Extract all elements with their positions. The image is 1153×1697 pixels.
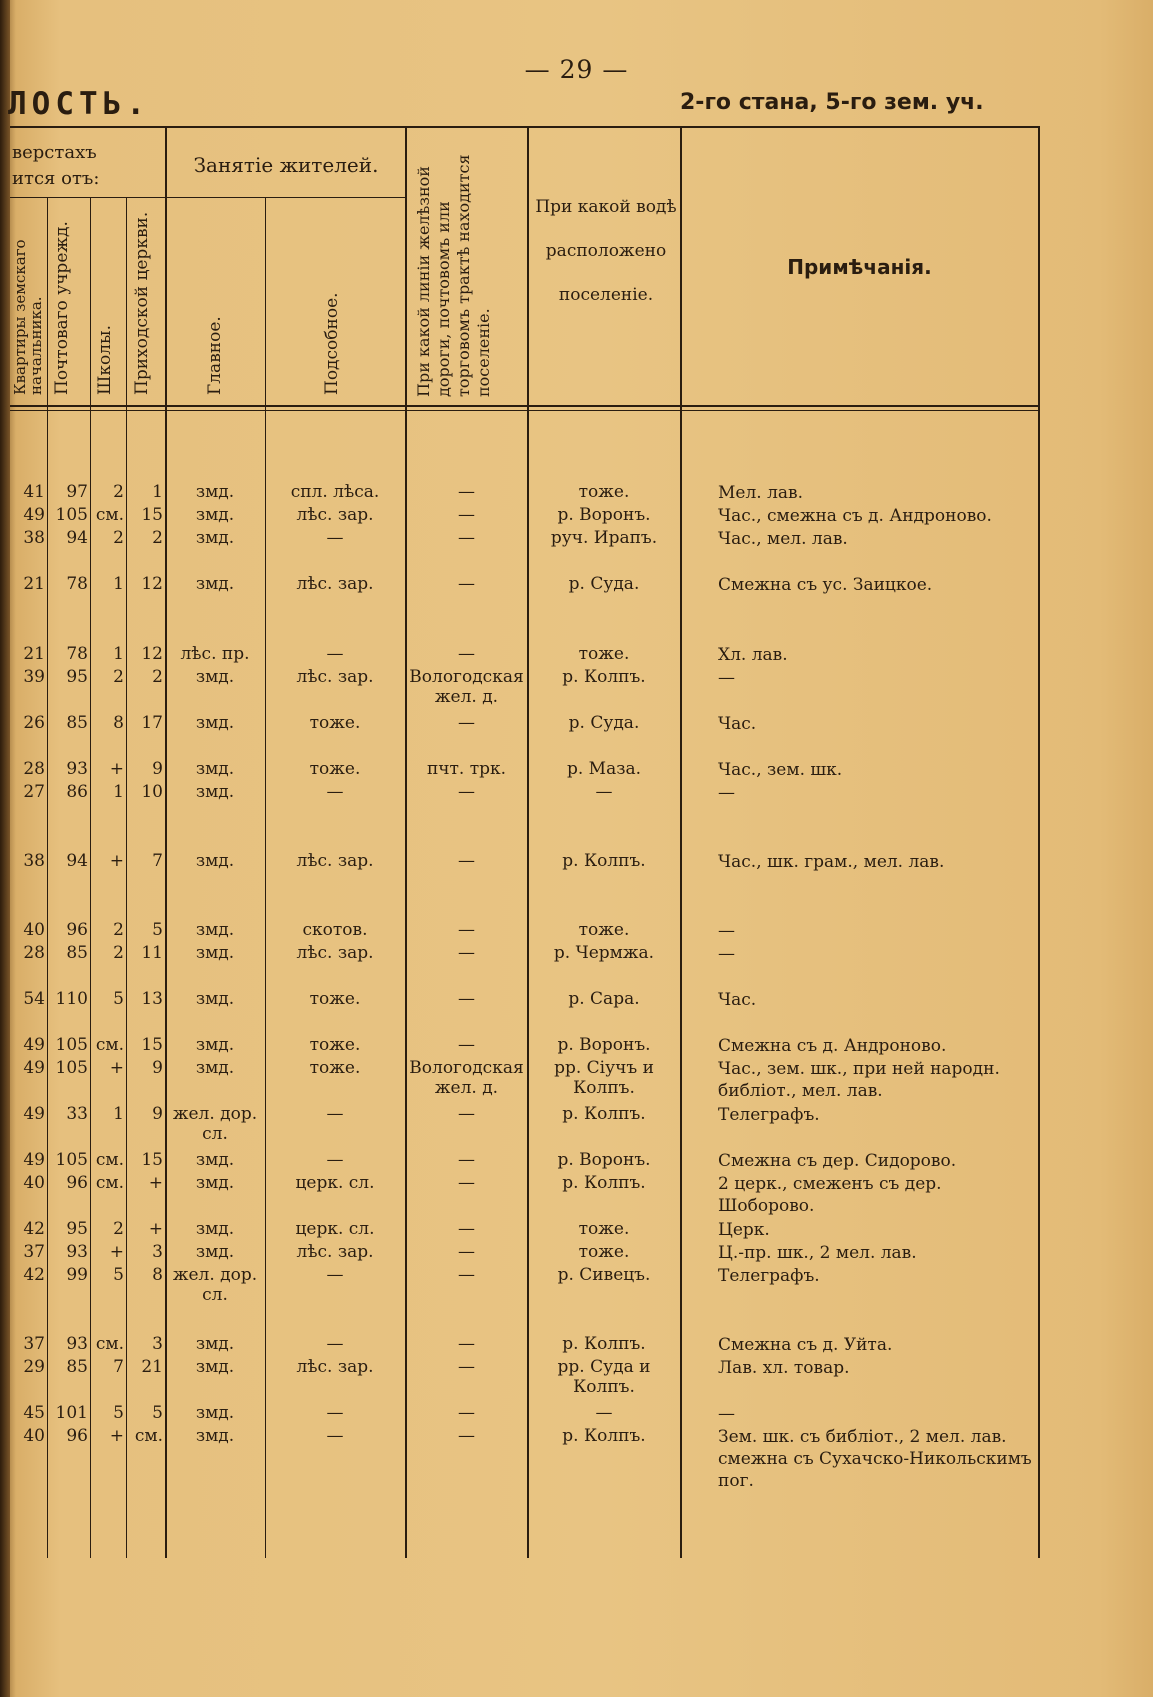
railway-route-cell: — xyxy=(458,528,475,548)
church-distance-cell: 3 xyxy=(152,1242,163,1262)
aux-occupation-cell: тоже. xyxy=(309,713,361,733)
water-body-cell: р. Сара. xyxy=(568,989,640,1009)
railway-route-cell: — xyxy=(458,1104,475,1124)
zemsky-distance-cell: 28 xyxy=(23,943,45,963)
notes-cell: — xyxy=(718,921,735,941)
zemsky-distance-cell: 21 xyxy=(23,644,45,664)
railway-route-cell: — xyxy=(458,1403,475,1423)
railway-route-cell: — xyxy=(458,851,475,871)
main-occupation-cell: змд. xyxy=(195,1242,235,1262)
zemsky-distance-cell: 49 xyxy=(23,1150,45,1170)
notes-cell: Хл. лав. xyxy=(718,645,788,665)
school-distance-cell: 2 xyxy=(113,482,124,502)
school-distance-cell: + xyxy=(109,1058,124,1078)
zemsky-distance-cell: 40 xyxy=(23,920,45,940)
aux-occupation-cell: — xyxy=(326,1403,344,1423)
notes-cell: Час., смежна съ д. Андроново. xyxy=(718,506,992,526)
post-distance-cell: 96 xyxy=(66,920,88,940)
post-distance-cell: 105 xyxy=(55,505,88,525)
water-body-cell: р. Суда. xyxy=(568,713,640,733)
school-distance-cell: см. xyxy=(95,505,124,525)
water-body-cell: тоже. xyxy=(578,482,630,502)
col-header-auxiliary: Подсобное. xyxy=(322,292,342,395)
main-occupation-cell: змд. xyxy=(195,851,235,871)
notes-cell: Мел. лав. xyxy=(718,483,803,503)
zemsky-distance-cell: 49 xyxy=(23,1058,45,1078)
zemsky-distance-cell: 37 xyxy=(23,1334,45,1354)
church-distance-cell: 12 xyxy=(141,644,163,664)
church-distance-cell: + xyxy=(148,1173,163,1193)
church-distance-cell: 2 xyxy=(152,528,163,548)
railway-route-cell: — xyxy=(458,782,475,802)
water-body-cell: тоже. xyxy=(578,920,630,940)
water-body-cell: тоже. xyxy=(578,1242,630,1262)
zemsky-distance-cell: 54 xyxy=(23,989,45,1009)
col-header-main: Главное. xyxy=(205,316,225,395)
aux-occupation-cell: лѣс. зар. xyxy=(296,574,374,594)
notes-cell: Телеграфъ. xyxy=(718,1105,820,1125)
aux-occupation-cell: спл. лѣса. xyxy=(290,482,380,502)
aux-occupation-cell: — xyxy=(326,1426,344,1446)
notes-cell: Час., шк. грам., мел. лав. xyxy=(718,852,945,872)
water-body-cell: — xyxy=(595,782,613,802)
post-distance-cell: 85 xyxy=(66,713,88,733)
water-body-cell: р. Колпъ. xyxy=(562,1104,646,1124)
col-divider xyxy=(265,198,266,1558)
school-distance-cell: 2 xyxy=(113,528,124,548)
zemsky-distance-cell: 29 xyxy=(23,1357,45,1377)
main-occupation-cell: змд. xyxy=(195,1035,235,1055)
post-distance-cell: 105 xyxy=(55,1058,88,1078)
zemsky-distance-cell: 49 xyxy=(23,1104,45,1124)
zemsky-distance-cell: 49 xyxy=(23,1035,45,1055)
notes-cell: Зем. шк. съ библіот., 2 мел. лав. смежна съ Сухачско-Никольскимъ пог. xyxy=(718,1427,1032,1491)
notes-cell: — xyxy=(718,783,735,803)
aux-occupation-cell: тоже. xyxy=(309,1058,361,1078)
main-occupation-cell: змд. xyxy=(195,1403,235,1423)
post-distance-cell: 94 xyxy=(66,528,88,548)
church-distance-cell: 3 xyxy=(152,1334,163,1354)
post-distance-cell: 78 xyxy=(66,574,88,594)
main-occupation-cell: змд. xyxy=(195,667,235,687)
railway-route-cell: — xyxy=(458,505,475,525)
col-header-zemsky: Квартиры земскаго начальника. xyxy=(11,239,45,395)
railway-route-cell: — xyxy=(458,1334,475,1354)
notes-cell: Смежна съ дер. Сидорово. xyxy=(718,1151,957,1171)
col-header-water: При какой водѣ расположено поселеніе. xyxy=(535,197,677,305)
water-body-cell: тоже. xyxy=(578,1219,630,1239)
church-distance-cell: 7 xyxy=(152,851,163,871)
occupation-group-rule xyxy=(165,197,405,198)
school-distance-cell: 2 xyxy=(113,667,124,687)
church-distance-cell: 11 xyxy=(141,943,163,963)
zemsky-distance-cell: 28 xyxy=(23,759,45,779)
main-occupation-cell: змд. xyxy=(195,1058,235,1078)
notes-cell: Лав. хл. товар. xyxy=(718,1358,850,1378)
church-distance-cell: 15 xyxy=(141,505,163,525)
post-distance-cell: 85 xyxy=(66,943,88,963)
church-distance-cell: 9 xyxy=(152,1058,163,1078)
church-distance-cell: 9 xyxy=(152,759,163,779)
railway-route-cell: — xyxy=(458,1035,475,1055)
zemsky-distance-cell: 41 xyxy=(23,482,45,502)
aux-occupation-cell: тоже. xyxy=(309,759,361,779)
aux-occupation-cell: лѣс. зар. xyxy=(296,851,374,871)
zemsky-distance-cell: 40 xyxy=(23,1426,45,1446)
church-distance-cell: + xyxy=(148,1219,163,1239)
post-distance-cell: 97 xyxy=(66,482,88,502)
school-distance-cell: 5 xyxy=(113,1403,124,1423)
church-distance-cell: 12 xyxy=(141,574,163,594)
railway-route-cell: — xyxy=(458,1173,475,1193)
railway-route-cell: — xyxy=(458,989,475,1009)
notes-cell: Час. xyxy=(718,714,757,734)
school-distance-cell: + xyxy=(109,1242,124,1262)
main-occupation-cell: лѣс. пр. xyxy=(180,644,250,664)
zemsky-distance-cell: 39 xyxy=(23,667,45,687)
notes-cell: — xyxy=(718,1404,735,1424)
main-occupation-cell: змд. xyxy=(195,1334,235,1354)
notes-cell: Час., зем. шк. xyxy=(718,760,843,780)
church-distance-cell: 8 xyxy=(152,1265,163,1285)
aux-occupation-cell: лѣс. зар. xyxy=(296,1357,374,1377)
main-occupation-cell: змд. xyxy=(195,505,235,525)
post-distance-cell: 93 xyxy=(66,1242,88,1262)
left-heading: ЛОСТЬ. xyxy=(8,86,150,122)
school-distance-cell: 7 xyxy=(113,1357,124,1377)
post-distance-cell: 85 xyxy=(66,1357,88,1377)
water-body-cell: р. Воронъ. xyxy=(557,1150,651,1170)
zemsky-distance-cell: 49 xyxy=(23,505,45,525)
col-header-railway: При какой линіи желѣзной дороги, почтовомъ или торговомъ трактѣ находится поселеніе. xyxy=(414,154,493,397)
church-distance-cell: 21 xyxy=(141,1357,163,1377)
water-body-cell: — xyxy=(595,1403,613,1423)
railway-route-cell: — xyxy=(458,644,475,664)
school-distance-cell: + xyxy=(109,759,124,779)
aux-occupation-cell: — xyxy=(326,1265,344,1285)
railway-route-cell: пчт. трк. xyxy=(426,759,507,779)
school-distance-cell: 1 xyxy=(113,1104,124,1124)
col-header-church: Приходской церкви. xyxy=(132,211,152,395)
post-distance-cell: 78 xyxy=(66,644,88,664)
notes-cell: Смежна съ д. Андроново. xyxy=(718,1036,947,1056)
main-occupation-cell: змд. xyxy=(195,989,235,1009)
church-distance-cell: 17 xyxy=(141,713,163,733)
aux-occupation-cell: церк. сл. xyxy=(295,1219,375,1239)
railway-route-cell: — xyxy=(458,1219,475,1239)
post-distance-cell: 95 xyxy=(66,1219,88,1239)
aux-occupation-cell: — xyxy=(326,1104,344,1124)
railway-route-cell: — xyxy=(458,1357,475,1377)
page-number: — 29 — xyxy=(524,55,629,84)
church-distance-cell: 15 xyxy=(141,1150,163,1170)
railway-route-cell: — xyxy=(458,1150,475,1170)
railway-route-cell: — xyxy=(458,1426,475,1446)
aux-occupation-cell: — xyxy=(326,528,344,548)
distance-group-header: верстахъ ится отъ: xyxy=(12,142,100,189)
main-occupation-cell: змд. xyxy=(195,782,235,802)
col-divider xyxy=(47,198,48,1558)
col-divider xyxy=(126,198,127,1558)
col-divider xyxy=(1038,127,1040,1558)
main-occupation-cell: змд. xyxy=(195,943,235,963)
school-distance-cell: см. xyxy=(95,1173,124,1193)
school-distance-cell: + xyxy=(109,1426,124,1446)
church-distance-cell: 9 xyxy=(152,1104,163,1124)
school-distance-cell: см. xyxy=(95,1150,124,1170)
post-distance-cell: 96 xyxy=(66,1426,88,1446)
occupation-group-header: Занятіе жителей. xyxy=(193,153,379,177)
church-distance-cell: 2 xyxy=(152,667,163,687)
school-distance-cell: 5 xyxy=(113,1265,124,1285)
zemsky-distance-cell: 42 xyxy=(23,1265,45,1285)
zemsky-distance-cell: 45 xyxy=(23,1403,45,1423)
main-occupation-cell: змд. xyxy=(195,482,235,502)
water-body-cell: рр. Суда и Колпъ. xyxy=(557,1357,651,1397)
school-distance-cell: 2 xyxy=(113,1219,124,1239)
main-occupation-cell: жел. дор. сл. xyxy=(172,1104,258,1144)
aux-occupation-cell: лѣс. зар. xyxy=(296,667,374,687)
church-distance-cell: 5 xyxy=(152,920,163,940)
notes-cell: Смежна съ д. Уйта. xyxy=(718,1335,893,1355)
water-body-cell: рр. Сіучъ и Колпъ. xyxy=(554,1058,654,1098)
main-occupation-cell: змд. xyxy=(195,759,235,779)
post-distance-cell: 95 xyxy=(66,667,88,687)
zemsky-distance-cell: 40 xyxy=(23,1173,45,1193)
railway-route-cell: Вологодская жел. д. xyxy=(409,1058,524,1098)
main-occupation-cell: змд. xyxy=(195,1219,235,1239)
aux-occupation-cell: — xyxy=(326,1150,344,1170)
railway-route-cell: — xyxy=(458,920,475,940)
post-distance-cell: 86 xyxy=(66,782,88,802)
zemsky-distance-cell: 37 xyxy=(23,1242,45,1262)
water-body-cell: р. Воронъ. xyxy=(557,505,651,525)
post-distance-cell: 105 xyxy=(55,1150,88,1170)
post-distance-cell: 101 xyxy=(55,1403,88,1423)
zemsky-distance-cell: 21 xyxy=(23,574,45,594)
notes-cell: Час., мел. лав. xyxy=(718,529,848,549)
notes-cell: Церк. xyxy=(718,1220,770,1240)
water-body-cell: руч. Ирапъ. xyxy=(550,528,658,548)
railway-route-cell: — xyxy=(458,713,475,733)
col-header-school: Школы. xyxy=(95,325,115,395)
school-distance-cell: см. xyxy=(95,1334,124,1354)
school-distance-cell: 2 xyxy=(113,920,124,940)
aux-occupation-cell: тоже. xyxy=(309,989,361,1009)
aux-occupation-cell: скотов. xyxy=(302,920,368,940)
aux-occupation-cell: — xyxy=(326,1334,344,1354)
railway-route-cell: — xyxy=(458,482,475,502)
col-header-post: Почтоваго учрежд. xyxy=(52,221,72,395)
water-body-cell: р. Колпъ. xyxy=(562,1426,646,1446)
notes-cell: Телеграфъ. xyxy=(718,1266,820,1286)
railway-route-cell: — xyxy=(458,574,475,594)
col-divider xyxy=(90,198,91,1558)
aux-occupation-cell: — xyxy=(326,644,344,664)
post-distance-cell: 99 xyxy=(66,1265,88,1285)
church-distance-cell: см. xyxy=(134,1426,163,1446)
notes-cell: 2 церк., смеженъ съ дер. Шоборово. xyxy=(718,1174,942,1216)
main-occupation-cell: змд. xyxy=(195,574,235,594)
main-occupation-cell: змд. xyxy=(195,1173,235,1193)
water-body-cell: р. Воронъ. xyxy=(557,1035,651,1055)
water-body-cell: р. Сивецъ. xyxy=(557,1265,651,1285)
church-distance-cell: 10 xyxy=(141,782,163,802)
aux-occupation-cell: тоже. xyxy=(309,1035,361,1055)
post-distance-cell: 33 xyxy=(66,1104,88,1124)
aux-occupation-cell: лѣс. зар. xyxy=(296,1242,374,1262)
notes-cell: — xyxy=(718,944,735,964)
main-occupation-cell: змд. xyxy=(195,920,235,940)
aux-occupation-cell: церк. сл. xyxy=(295,1173,375,1193)
water-body-cell: р. Суда. xyxy=(568,574,640,594)
notes-cell: Час. xyxy=(718,990,757,1010)
church-distance-cell: 15 xyxy=(141,1035,163,1055)
notes-cell: Ц.-пр. шк., 2 мел. лав. xyxy=(718,1243,917,1263)
school-distance-cell: 5 xyxy=(113,989,124,1009)
zemsky-distance-cell: 26 xyxy=(23,713,45,733)
water-body-cell: р. Колпъ. xyxy=(562,1173,646,1193)
water-body-cell: р. Колпъ. xyxy=(562,1334,646,1354)
aux-occupation-cell: лѣс. зар. xyxy=(296,505,374,525)
railway-route-cell: — xyxy=(458,1242,475,1262)
col-divider xyxy=(680,127,682,1558)
school-distance-cell: + xyxy=(109,851,124,871)
main-occupation-cell: змд. xyxy=(195,1150,235,1170)
notes-cell: Час., зем. шк., при ней народн. библіот., мел. лав. xyxy=(718,1059,1000,1101)
post-distance-cell: 96 xyxy=(66,1173,88,1193)
distance-group-rule xyxy=(10,197,165,198)
school-distance-cell: 1 xyxy=(113,782,124,802)
school-distance-cell: 1 xyxy=(113,644,124,664)
post-distance-cell: 93 xyxy=(66,759,88,779)
post-distance-cell: 105 xyxy=(55,1035,88,1055)
church-distance-cell: 5 xyxy=(152,1403,163,1423)
water-body-cell: р. Маза. xyxy=(566,759,642,779)
aux-occupation-cell: лѣс. зар. xyxy=(296,943,374,963)
main-occupation-cell: змд. xyxy=(195,713,235,733)
water-body-cell: р. Колпъ. xyxy=(562,851,646,871)
main-occupation-cell: змд. xyxy=(195,1426,235,1446)
main-occupation-cell: жел. дор. сл. xyxy=(172,1265,258,1305)
zemsky-distance-cell: 42 xyxy=(23,1219,45,1239)
col-header-notes: Примѣчанія. xyxy=(787,255,932,279)
notes-cell: — xyxy=(718,668,735,688)
railway-route-cell: — xyxy=(458,1265,475,1285)
church-distance-cell: 13 xyxy=(141,989,163,1009)
book-binding xyxy=(0,0,10,1697)
zemsky-distance-cell: 38 xyxy=(23,528,45,548)
school-distance-cell: 2 xyxy=(113,943,124,963)
post-distance-cell: 94 xyxy=(66,851,88,871)
school-distance-cell: 1 xyxy=(113,574,124,594)
zemsky-distance-cell: 38 xyxy=(23,851,45,871)
main-occupation-cell: змд. xyxy=(195,1357,235,1377)
railway-route-cell: — xyxy=(458,943,475,963)
main-occupation-cell: змд. xyxy=(195,528,235,548)
school-distance-cell: см. xyxy=(95,1035,124,1055)
school-distance-cell: 8 xyxy=(113,713,124,733)
water-body-cell: р. Колпъ. xyxy=(562,667,646,687)
right-heading: 2-го стана, 5-го зем. уч. xyxy=(680,90,984,115)
water-body-cell: р. Чермжа. xyxy=(553,943,655,963)
post-distance-cell: 110 xyxy=(55,989,88,1009)
post-distance-cell: 93 xyxy=(66,1334,88,1354)
railway-route-cell: Вологодская жел. д. xyxy=(409,667,524,707)
water-body-cell: тоже. xyxy=(578,644,630,664)
zemsky-distance-cell: 27 xyxy=(23,782,45,802)
aux-occupation-cell: — xyxy=(326,782,344,802)
notes-cell: Смежна съ ус. Заицкое. xyxy=(718,575,933,595)
church-distance-cell: 1 xyxy=(152,482,163,502)
